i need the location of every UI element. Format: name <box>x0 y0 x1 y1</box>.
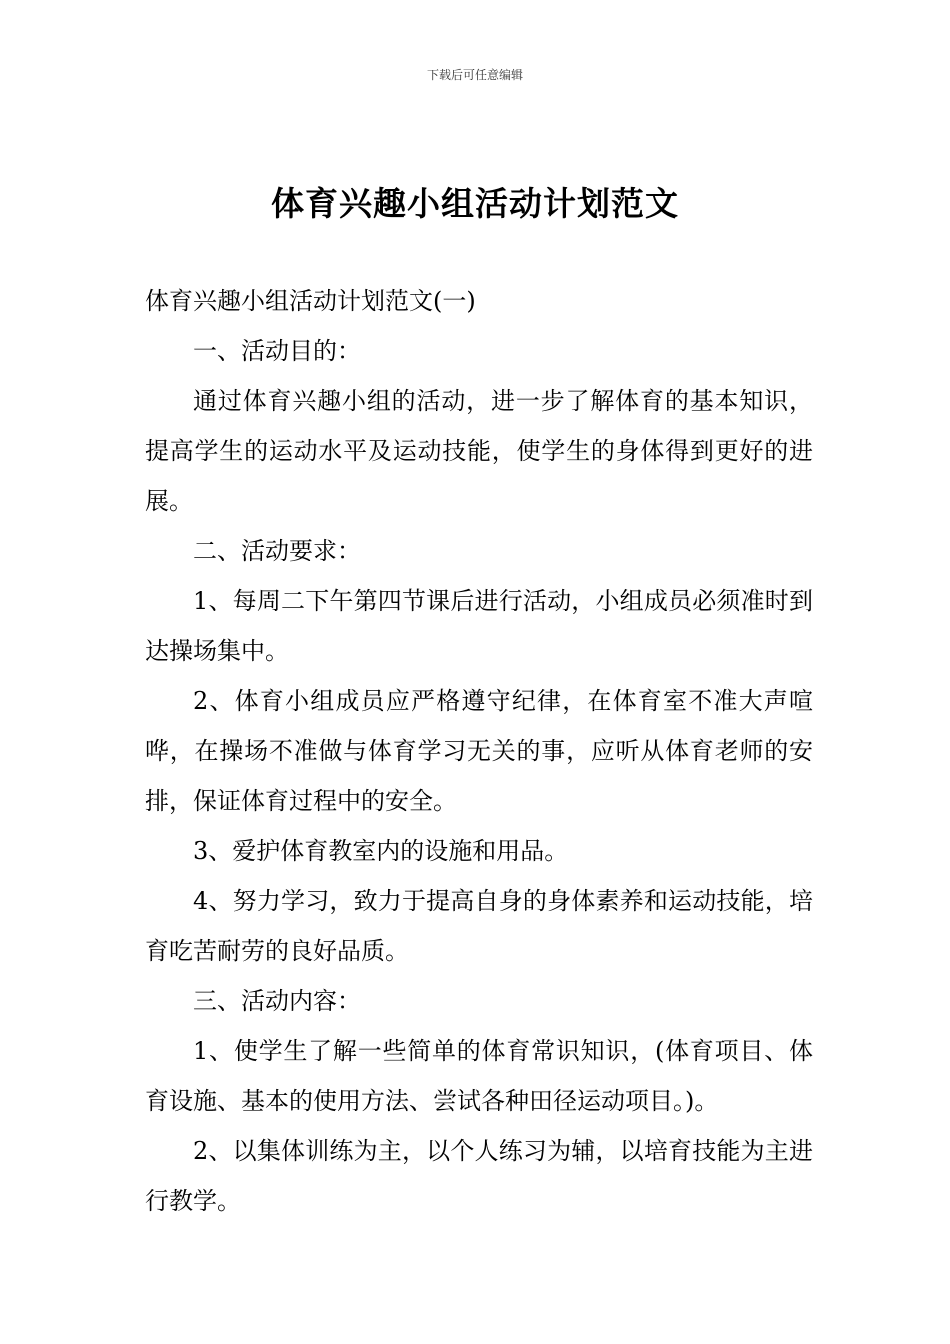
paragraph-content-1: 1、使学生了解一些简单的体育常识知识，(体育项目、体育设施、基本的使用方法、尝试各种田径运动项目。)。 <box>145 1037 813 1115</box>
page-header-note: 下载后可任意编辑 <box>426 68 523 82</box>
paragraph-requirement-2: 2、体育小组成员应严格遵守纪律，在体育室不准大声喧哗，在操场不准做与体育学习无关的事，应听从体育老师的安排，保证体育过程中的安全。 <box>145 687 813 815</box>
document-body <box>145 276 813 1226</box>
paragraph-objective: 通过体育兴趣小组的活动，进一步了解体育的基本知识，提高学生的运动水平及运动技能，使学生的身体得到更好的进展。 <box>145 387 813 515</box>
heading-objective: 一、活动目的： <box>193 337 361 365</box>
document-title: 体育兴趣小组活动计划范文 <box>271 184 679 223</box>
paragraph-requirement-4: 4、努力学习，致力于提高自身的身体素养和运动技能，培育吃苦耐劳的良好品质。 <box>145 887 813 965</box>
section-heading: 体育兴趣小组活动计划范文(一) <box>145 287 476 315</box>
paragraph-requirement-3: 3、爱护体育教室内的设施和用品。 <box>193 837 569 865</box>
heading-requirements: 二、活动要求： <box>193 537 361 565</box>
paragraph-content-2: 2、以集体训练为主，以个人练习为辅，以培育技能为主进行教学。 <box>145 1137 813 1215</box>
heading-content: 三、活动内容： <box>193 987 361 1015</box>
paragraph-requirement-1: 1、每周二下午第四节课后进行活动，小组成员必须准时到达操场集中。 <box>145 587 813 665</box>
